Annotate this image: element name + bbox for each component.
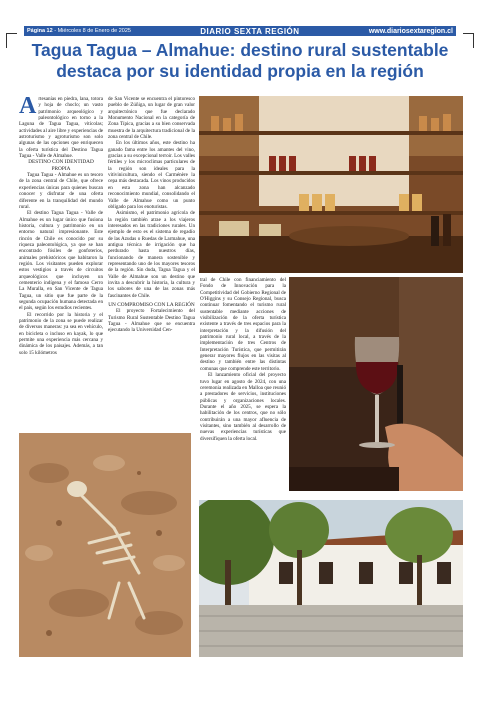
wine-glass-photo xyxy=(289,277,463,491)
article-column-2 xyxy=(108,96,195,334)
article-column-1 xyxy=(19,93,104,356)
paragraph: El recorrido por la historia y el patrimonio de la zona se puede realizar de diversos maneras: ya sea en vehículo, en bicicleta o incluso en kayak, lo que permite una experiencia más cercana y dinámica de los paisajes. Además, a tan solo 15 kilómetros xyxy=(19,311,103,356)
paragraph: Tagua Tagua - Almahue es un tesoro de la zona central de Chile, que ofrece experiencias únicas para quienes buscan conocer y disfrutar de una oferta diferente en la tranquilidad del mundo rural. xyxy=(19,172,103,210)
page-header xyxy=(24,26,456,36)
issue-date: Miércoles 8 de Enero de 2025 xyxy=(57,28,131,34)
wine-glass-illustration xyxy=(289,277,463,491)
colonial-house-photo xyxy=(199,500,463,657)
fossil-illustration xyxy=(19,433,191,657)
paragraph: El lanzamiento oficial del proyecto tuvo lugar en agosto de 2024, con una ceremonia realizada en Malloa que reunió a prestadores de servicios, instituciones públicas y organizaciones locales. Durante el año 2025, se espera la habilitación de los centros, que no sólo contribuirán a una mayor afluencia de visitantes, sino también al desarrollo de nuevas experiencias turísticas que diversifiquen la oferta local. xyxy=(200,372,286,442)
paragraph: El destino Tagua Tagua - Valle de Almahue es un lugar único que fusiona historia, cultura y patrimonio en un entorno natural impresionante. Este rincón de Chile es conocido por su riqueza paleontológica, ya que se han encontrado fósiles de gonfoterios, animales prehistóricos que habitaron la región. Los visitantes pueden explorar estos vestigios a través de circuitos arqueológicos que incluyen un cementerio indígena y el famoso Cerro La Muralla, en San Vicente de Tagua Tagua, un sitio que fue parte de la segunda ocupación humana detectada en el país, según los estudios recientes. xyxy=(19,210,103,312)
subheading-identity: DESTINO CON IDENTIDAD PROPIA xyxy=(28,159,94,172)
paragraph: Asimismo, el patrimonio agrícola de la región también atrae a los viajeros interesados en las tradiciones rurales. Un ejemplo de esto es el sistema de regadío de las Azudas o Ruedas de Larmahue, una antigua técnica de irrigación que ha perdurado hasta nuestros días, funcionando de manera sostenible y representando uno de los mayores tesoros de la región. Sin duda, Tagua Tagua y el Valle de Almahue son un destino que invita a descubrir la historia, la cultura y los sabores de una de las zonas más fascinantes de Chile. xyxy=(108,210,195,299)
paragraph: de San Vicente se encuentra el pintoresco pueblo de Zúñiga, un lugar de gran valor arquitectónico que fue declarado Monumento Nacional en la categoría de Zona Típica, gracias a su bien conservada muestra de la arquitectura tradicional de la zona central de Chile. xyxy=(108,96,195,141)
subheading-commitment: UN COMPROMISO CON LA REGIÓN xyxy=(108,302,195,308)
drop-cap: A xyxy=(19,93,37,119)
paragraph: En los últimos años, este destino ha ganado fama entre los amantes del vino, gracias a su excepcional terroir. Los valles fértiles y los microclimas particulares de la región son ideales para la vitivinicultura, siendo el Carménère la cepa más destacada. Los vinos producidos en esta zona han alcanzado reconocimiento mundial, consolidando el Valle de Almahue como un punto obligado para los enoturistas. xyxy=(108,140,195,210)
article-column-3 xyxy=(200,277,286,442)
intro-text: rtesanías en piedra, lana, totora y hoja de choclo; un vasto patrimonio arqueológico y paleontológico en torno a la Laguna de Tagua Tagua, vitícolas; actividades al aire libre y experiencias de astroturismo y agroturismo son solo algunas de las opciones que enriquecen la oferta turística del Destino Tagua Tagua - Valle de Almahue. xyxy=(19,96,104,160)
artisan-shop-illustration xyxy=(199,96,463,273)
house-illustration xyxy=(199,500,463,657)
paragraph: tral de Chile con financiamiento del Fondo de Innovación para la Competitividad del Gobierno Regional de O'Higgins y su Consejo Regional, busca continuar fomentando el turismo rural sustentable mediante acciones de visibilización de la oferta turística existente a través de tres espacios para la interpretación y la difusión del patrimonio rural local, a través de la implementación de tres Centros de Interpretación Turística, que permitirán generar mayores flujos en las visitas al destino y también entre las distintas comunas que comprende este territorio. xyxy=(200,277,286,372)
article-title: Tagua Tagua – Almahue: destino rural sustentable destaca por su identidad propia en la región xyxy=(31,40,449,81)
intro-paragraph xyxy=(19,93,104,160)
website-link[interactable]: www.diariosextaregion.cl xyxy=(368,27,453,35)
fossil-excavation-photo xyxy=(19,433,191,657)
artisan-shop-photo xyxy=(199,96,463,273)
page-number: Página 12 xyxy=(27,28,53,34)
paragraph: El proyecto Fortalecimiento del Turismo Rural Sustentable Destino Tagua Tagua - Almahue que se encuentra ejecutando la Universidad Cen- xyxy=(108,308,195,334)
header-page-info: Página 12 - Miércoles 8 de Enero de 2025 xyxy=(27,28,131,34)
publication-name: DIARIO SEXTA REGIÓN xyxy=(200,26,300,36)
